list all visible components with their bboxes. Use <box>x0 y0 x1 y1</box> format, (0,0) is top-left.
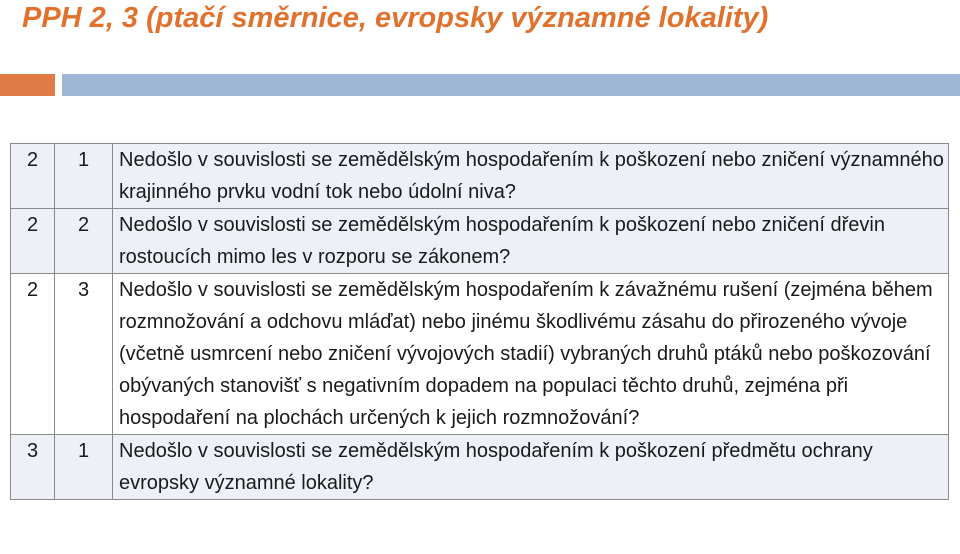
accent-bar-orange <box>0 74 55 96</box>
row-number-primary: 2 <box>11 209 55 274</box>
row-criterion-text: Nedošlo v souvislosti se zemědělským hospodařením k poškození nebo zničení dřevin rostoucích mimo les v rozporu se zákonem? <box>113 209 949 274</box>
row-number-primary: 2 <box>11 144 55 209</box>
table-row <box>11 144 949 209</box>
row-criterion-text: Nedošlo v souvislosti se zemědělským hospodařením k poškození předmětu ochrany evropsky významné lokality? <box>113 435 949 500</box>
row-number-secondary: 2 <box>55 209 113 274</box>
table-row <box>11 435 949 500</box>
slide-title: PPH 2, 3 (ptačí směrnice, evropsky významné lokality) <box>22 2 769 34</box>
row-number-secondary: 1 <box>55 435 113 500</box>
table-row <box>11 209 949 274</box>
table-row <box>11 274 949 435</box>
row-number-secondary: 1 <box>55 144 113 209</box>
criteria-table <box>10 143 949 500</box>
row-number-primary: 3 <box>11 435 55 500</box>
row-number-primary: 2 <box>11 274 55 435</box>
row-criterion-text: Nedošlo v souvislosti se zemědělským hospodařením k poškození nebo zničení významného krajinného prvku vodní tok nebo údolní niva? <box>113 144 949 209</box>
row-number-secondary: 3 <box>55 274 113 435</box>
accent-bar-blue <box>62 74 960 96</box>
row-criterion-text: Nedošlo v souvislosti se zemědělským hospodařením k závažnému rušení (zejména během rozmnožování a odchovu mláďat) nebo jinému škodlivému zásahu do přirozeného vývoje (včetně usmrcení nebo zničení vývojových stadií) vybraných druhů ptáků nebo poškozování obývaných stanovišť s negativním dopadem na populaci těchto druhů, zejména při hospodaření na plochách určených k jejich rozmnožování? <box>113 274 949 435</box>
